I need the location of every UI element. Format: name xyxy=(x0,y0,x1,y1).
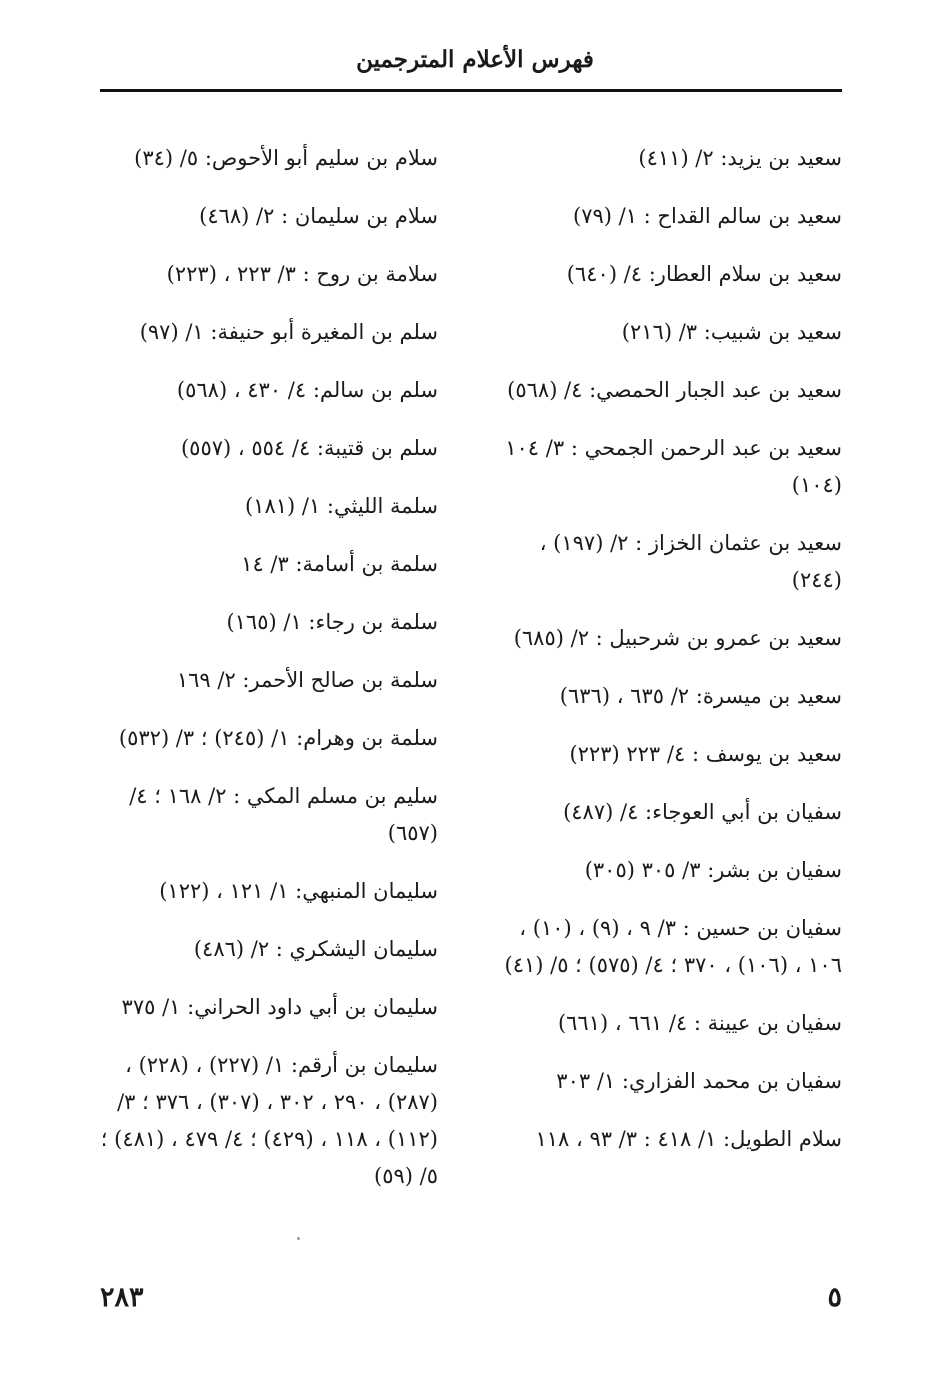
index-entry: سفيان بن حسين : ٣/ ٩ ، (٩) ، (١٠) ، ١٠٦ ، (١٠٦) ، ٣٧٠ ؛ ٤/ (٥٧٥) ؛ ٥/ (٤١) xyxy=(504,916,842,977)
index-entry: سليمان بن أبي داود الحراني: ١/ ٣٧٥ xyxy=(121,995,438,1019)
index-entry: سلمة بن وهرام: ١/ (٢٤٥) ؛ ٣/ (٥٣٢) xyxy=(118,726,438,750)
index-entry: سفيان بن أبي العوجاء: ٤/ (٤٨٧) xyxy=(563,800,842,824)
index-entry: سفيان بن عيينة : ٤/ ٦٦١ ، (٦٦١) xyxy=(557,1011,842,1035)
index-column-left xyxy=(93,140,438,1216)
index-column-right xyxy=(497,140,842,1179)
index-entry: سلم بن قتيبة: ٤/ ٥٥٤ ، (٥٥٧) xyxy=(180,436,438,460)
index-entry: سلمة بن صالح الأحمر: ٢/ ١٦٩ xyxy=(176,668,438,692)
index-entry: سعيد بن عثمان الخزاز : ٢/ (١٩٧) ، (٢٤٤) xyxy=(539,531,842,592)
index-entry: سليمان بن أرقم: ١/ (٢٢٧) ، (٢٢٨) ، (٢٨٧) ، ٢٩٠ ، ٣٠٢ ، (٣٠٧) ، ٣٧٦ ؛ ٣/ (١١٢) ، ١١٨ ، (٤٢٩) ؛ ٤/ ٤٧٩ ، (٤٨١) ؛ ٥/ (٥٩) xyxy=(100,1053,438,1188)
index-entry: سفيان بن بشر: ٣/ ٣٠٥ (٣٠٥) xyxy=(584,858,842,882)
index-entry: سعيد بن عبد الجبار الحمصي: ٤/ (٥٦٨) xyxy=(507,378,842,402)
index-entry: سلمة بن رجاء: ١/ (١٦٥) xyxy=(226,610,438,634)
index-entry: سلام الطويل: ١/ ٤١٨ : ٣/ ٩٣ ، ١١٨ xyxy=(535,1127,842,1151)
index-entry: سعيد بن عبد الرحمن الجمحي : ٣/ ١٠٤ (١٠٤) xyxy=(505,436,842,497)
page-header-title: فهرس الأعلام المترجمين xyxy=(356,46,594,73)
index-entry: سليمان اليشكري : ٢/ (٤٨٦) xyxy=(193,937,438,961)
index-entry: سليم بن مسلم المكي : ٢/ ١٦٨ ؛ ٤/ (٦٥٧) xyxy=(129,784,438,845)
index-entry: سعيد بن سالم القداح : ١/ (٧٩) xyxy=(572,204,842,228)
index-entry: سفيان بن محمد الفزاري: ١/ ٣٠٣ xyxy=(556,1069,842,1093)
index-entry: سعيد بن سلام العطار: ٤/ (٦٤٠) xyxy=(566,262,842,286)
index-entry: سعيد بن عمرو بن شرحبيل : ٢/ (٦٨٥) xyxy=(513,626,842,650)
volume-number: ٥ xyxy=(827,1282,842,1313)
index-entry: سعيد بن يوسف : ٤/ ٢٢٣ (٢٢٣) xyxy=(569,742,842,766)
index-entry: سليمان المنبهي: ١/ ١٢١ ، (١٢٢) xyxy=(159,879,438,903)
index-entry: سلم بن المغيرة أبو حنيفة: ١/ (٩٧) xyxy=(139,320,438,344)
page-number: ٢٨٣ xyxy=(100,1282,144,1313)
index-entry: سلمة بن أسامة: ٣/ ١٤ xyxy=(241,552,438,576)
index-entry: سعيد بن شبيب: ٣/ (٢١٦) xyxy=(621,320,842,344)
index-entry: سلم بن سالم: ٤/ ٤٣٠ ، (٥٦٨) xyxy=(176,378,438,402)
index-entry: سلام بن سليم أبو الأحوص: ٥/ (٣٤) xyxy=(134,146,438,170)
index-entry: سلامة بن روح : ٣/ ٢٢٣ ، (٢٢٣) xyxy=(166,262,438,286)
index-entry: سعيد بن ميسرة: ٢/ ٦٣٥ ، (٦٣٦) xyxy=(559,684,842,708)
stray-mark xyxy=(297,1237,300,1240)
header-divider xyxy=(100,89,842,92)
index-entry: سلام بن سليمان : ٢/ (٤٦٨) xyxy=(199,204,438,228)
index-entry: سعيد بن يزيد: ٢/ (٤١١) xyxy=(638,146,842,170)
index-entry: سلمة الليثي: ١/ (١٨١) xyxy=(244,494,438,518)
